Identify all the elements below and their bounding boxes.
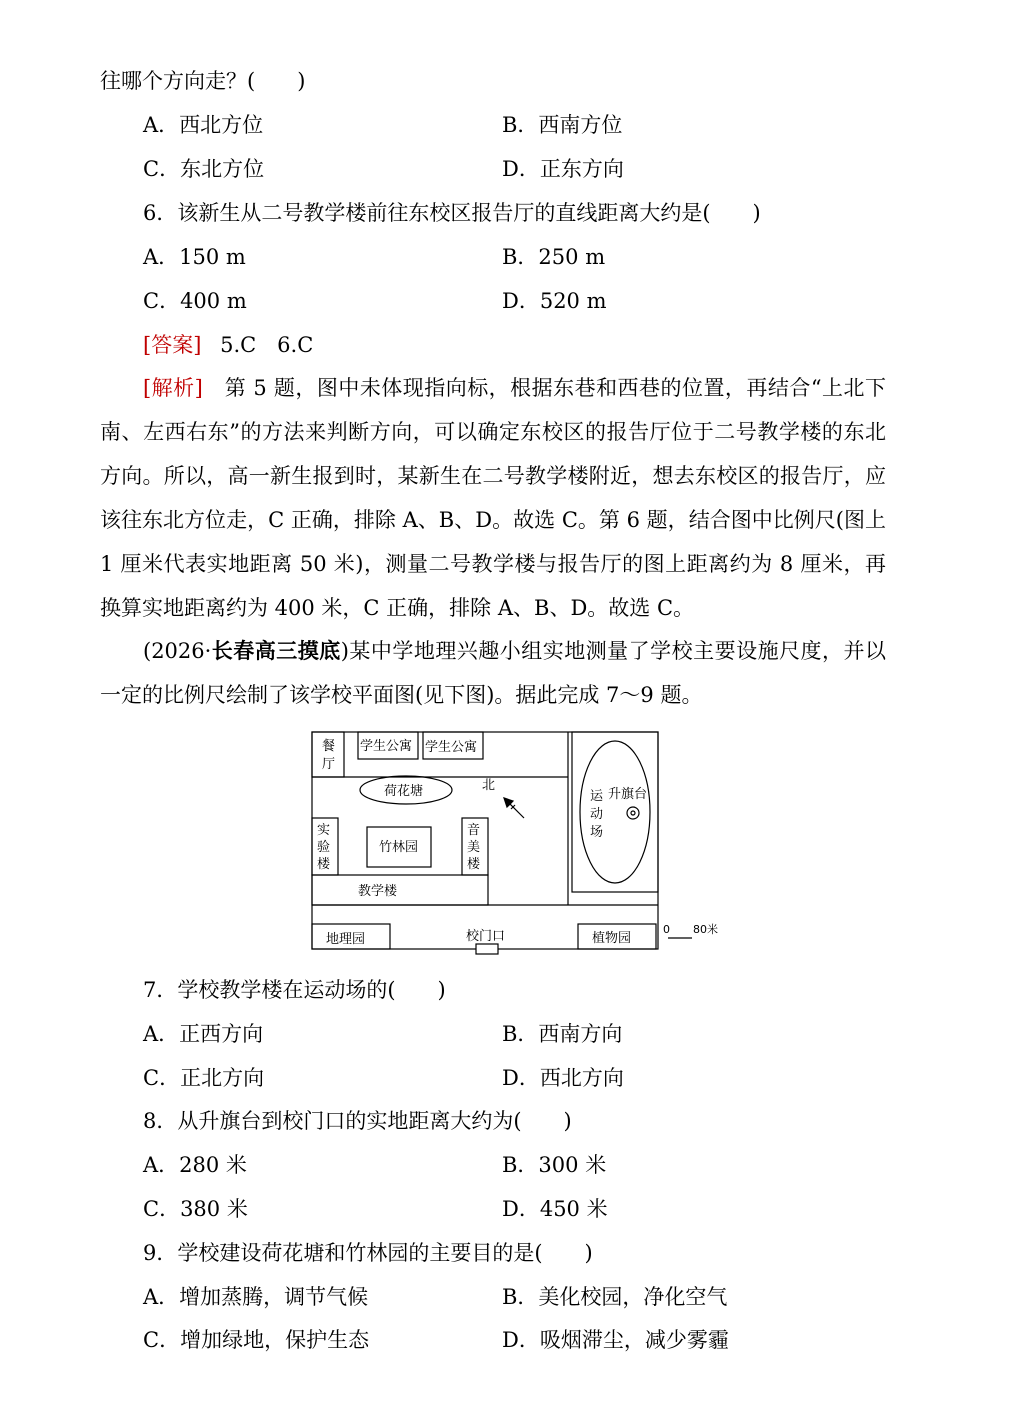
scale-label: 80米 [693,923,718,936]
music-label-2: 美 [467,840,481,855]
music-label-3: 楼 [467,857,481,872]
q8-option-a: A．280 米 [143,1153,247,1177]
q5-option-b: B．西南方位 [502,113,623,137]
q9-option-b: B．美化校园，净化空气 [502,1285,728,1309]
gate-marker [476,944,498,954]
intro-paragraph [100,629,886,717]
q9-option-c: C．增加绿地，保护生态 [143,1328,370,1352]
q5-option-a: A．西北方位 [143,113,264,137]
question-9-stem: 9．学校建设荷花塘和竹林园的主要目的是( ) [143,1241,593,1265]
answer-line [143,330,313,360]
lab-label-1: 实 [317,823,331,838]
intro-source: 长春高三摸底 [211,638,341,663]
canteen-label-2: 厅 [322,757,336,772]
school-boundary [312,732,658,949]
answer-text: 5.C 6.C [220,333,314,357]
q6-option-c: C．400 m [143,289,247,313]
intro-text: )某中学地理兴趣小组实地测量了学校主要设施尺度，并以一定的比例尺绘制了该学校平面图(见下图)。据此完成 7～9 题。 [100,639,886,707]
teaching-building-box [312,875,488,905]
bamboo-label: 竹林园 [379,840,419,855]
gate-label: 校门口 [466,929,506,944]
question-7-stem: 7．学校教学楼在运动场的( ) [143,978,446,1002]
analysis-paragraph [100,366,886,630]
north-label: 北 [482,778,496,793]
school-plan-map [310,730,730,955]
q9-option-d: D．吸烟滞尘，减少雾霾 [502,1328,729,1352]
q8-option-b: B．300 米 [502,1153,607,1177]
question-5-stem-tail: 往哪个方向走？( ) [100,69,306,93]
q9-option-a: A．增加蒸腾，调节气候 [143,1285,369,1309]
question-8-stem: 8．从升旗台到校门口的实地距离大约为( ) [143,1109,572,1133]
field-label-1: 运 [590,789,604,804]
q7-option-d: D．西北方向 [502,1066,624,1090]
q7-option-c: C．正北方向 [143,1066,265,1090]
q5-option-c: C．东北方位 [143,157,265,181]
geo-garden-label: 地理园 [326,932,366,947]
q5-option-d: D．正东方向 [502,157,624,181]
intro-prefix: (2026· [143,639,212,663]
q6-option-d: D．520 m [502,289,607,313]
q8-option-d: D．450 米 [502,1197,608,1221]
music-label-1: 音 [467,823,481,838]
field-label-2: 动 [590,807,604,822]
field-box [572,732,658,892]
dorm2-label: 学生公寓 [425,740,478,755]
dorm1-label: 学生公寓 [360,739,413,754]
botanic-label: 植物园 [592,931,632,946]
q7-option-a: A．正西方向 [143,1022,264,1046]
scale-zero: 0 [663,923,670,936]
q8-option-c: C．380 米 [143,1197,248,1221]
canteen-label-1: 餐 [322,739,336,754]
question-6-stem: 6．该新生从二号教学楼前往东校区报告厅的直线距离大约是( ) [143,201,761,225]
analysis-text: 第 5 题，图中未体现指向标，根据东巷和西巷的位置，再结合“上北下南、左西右东”的方法来判断方向，可以确定东校区的报告厅位于二号教学楼的东北方向。所以，高一新生报到时，某新生在二号教学楼附近，想去东校区的报告厅，应该往东北方位走，C 正确，排除 A、B、D。故选 C。第 6 题，结合图中比例尺(图上 1 厘米代表实地距离 50 米)，测量二号教学楼与报告厅的图上距离约为 8 厘米，再换算实地距离约为 400 米，C 正确，排除 A、B、D。故选 C。 [100,376,886,620]
analysis-tag: [解析] [143,376,203,400]
flag-platform-outer [627,807,639,819]
field-label-3: 场 [590,825,604,840]
answer-tag: [答案] [143,333,202,357]
q6-option-a: A．150 m [143,245,246,269]
lotus-label: 荷花塘 [384,784,424,799]
q7-option-b: B．西南方向 [502,1022,623,1046]
q6-option-b: B．250 m [502,245,606,269]
lab-label-2: 验 [317,840,331,855]
flag-platform-inner [631,811,635,815]
flag-label: 升旗台 [608,787,648,802]
lab-label-3: 楼 [317,857,331,872]
teaching-label: 教学楼 [358,884,398,899]
